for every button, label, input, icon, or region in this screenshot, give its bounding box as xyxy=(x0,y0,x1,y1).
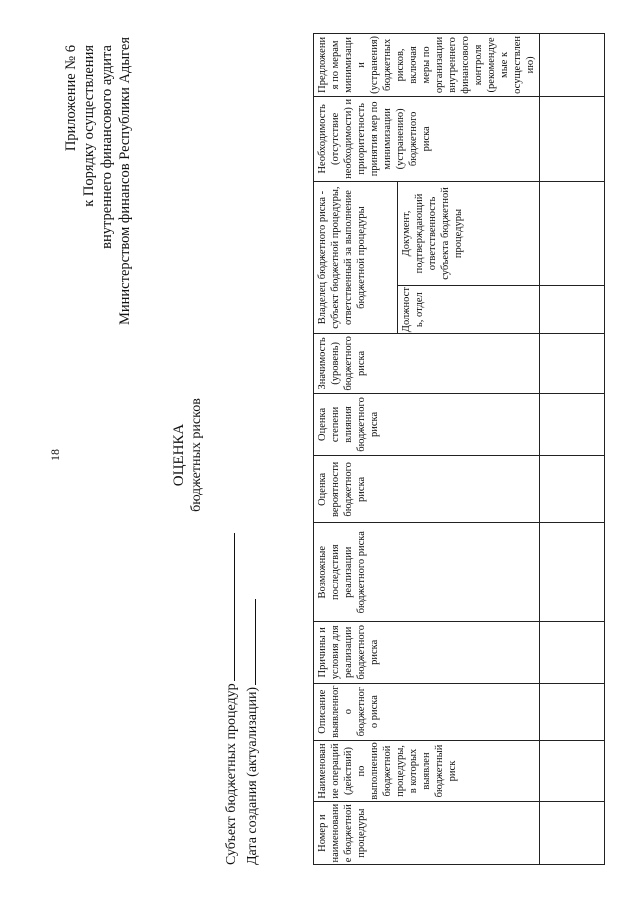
table-cell[interactable] xyxy=(540,334,605,393)
table-cell[interactable] xyxy=(540,456,605,523)
document-title xyxy=(171,305,205,605)
table-cell[interactable] xyxy=(540,181,605,285)
subheader-position: Должность, отдел xyxy=(397,286,539,334)
appendix-line: Министерством финансов Республики Адыгея xyxy=(117,36,133,325)
appendix-line: к Порядку осуществления xyxy=(81,45,97,207)
table-cell[interactable] xyxy=(540,286,605,334)
risk-assessment-table xyxy=(313,33,605,865)
date-label: Дата создания (актуализации) xyxy=(245,686,260,865)
header-operations: Наименование операций (действий) по выполнению бюджетной процедуры, в которых выявлен бюджетный риск xyxy=(314,740,540,802)
header-impact: Оценка степени влияния бюджетного риска xyxy=(314,393,540,456)
date-blank-line[interactable] xyxy=(241,599,256,685)
table-cell[interactable] xyxy=(540,802,605,865)
header-significance: Значимость (уровень) бюджетного риска xyxy=(314,334,540,393)
table-cell[interactable] xyxy=(540,523,605,622)
table-cell[interactable] xyxy=(540,393,605,456)
header-probability: Оценка вероятности бюджетного риска xyxy=(314,456,540,523)
appendix-block xyxy=(62,36,134,325)
table-cell[interactable] xyxy=(540,96,605,181)
header-procedure: Номер и наименование бюджетной процедуры xyxy=(314,802,540,865)
form-fields xyxy=(220,533,262,865)
date-field xyxy=(241,533,262,865)
table-cell[interactable] xyxy=(540,683,605,740)
header-risk-owner: Владелец бюджетного риска - субъект бюджетной процедуры, ответственный за выполнение бюджетной процедуры xyxy=(314,181,398,333)
subject-field xyxy=(220,533,241,865)
title-main: ОЦЕНКА xyxy=(171,423,187,487)
table-cell[interactable] xyxy=(540,740,605,802)
header-risk-description: Описание выявленного бюджетного риска xyxy=(314,683,540,740)
subheader-document: Документ, подтверждающий ответственность субъекта бюджетной процедуры xyxy=(397,181,539,285)
page-number: 18 xyxy=(48,449,62,461)
header-necessity: Необходимость (отсутствие необходимости) и приоритетность принятия мер по минимизации (устранению) бюджетного риска xyxy=(314,96,540,181)
table-cell[interactable] xyxy=(540,622,605,684)
table-row xyxy=(540,34,605,865)
subject-blank-line[interactable] xyxy=(220,533,235,681)
appendix-line: внутреннего финансового аудита xyxy=(99,45,115,249)
subject-label: Субъект бюджетных процедур xyxy=(224,683,239,865)
header-consequences: Возможные последствия реализации бюджетного риска xyxy=(314,523,540,622)
table-cell[interactable] xyxy=(540,34,605,97)
header-causes: Причины и условия для реализации бюджетного риска xyxy=(314,622,540,684)
appendix-line: Приложение № 6 xyxy=(63,45,79,152)
title-sub: бюджетных рисков xyxy=(189,398,204,512)
header-proposals: Предложения по мерам минимизации (устранения) бюджетных рисков, включая меры по организации внутреннего финансового контроля (рекомендуемые к осуществлению) xyxy=(314,34,540,97)
